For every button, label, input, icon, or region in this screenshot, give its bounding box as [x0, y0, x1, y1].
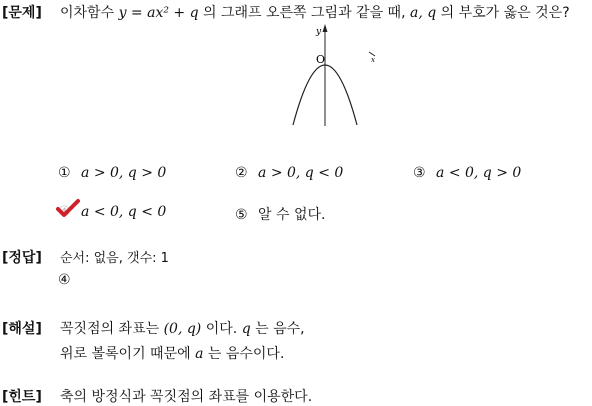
question-post: 의 그래프 오른쪽 그림과 같을 때, [203, 5, 406, 21]
parabola-graph [283, 22, 383, 132]
x-axis-label: x [371, 56, 375, 64]
explanation-line2-post: 는 음수이다. [207, 346, 285, 362]
answer-tag: [정답] [2, 250, 42, 266]
choice-5-number: ⑤ [235, 207, 248, 223]
question-vars: a, q [409, 5, 437, 21]
problem-tag: [문제] [2, 5, 42, 21]
hint-text: 축의 방정식과 꼭짓점의 좌표를 이용한다. [60, 389, 313, 405]
explanation-var-a: a [195, 346, 204, 362]
choice-3-number: ③ [413, 165, 426, 181]
explanation-line2-pre: 위로 볼록이기 때문에 [60, 346, 191, 362]
explanation-line1-pre: 꼭짓점의 좌표는 [60, 321, 160, 337]
choice-5-text: 알 수 없다. [258, 207, 326, 223]
y-axis-label: y [316, 27, 322, 37]
answer-value: ④ [58, 272, 71, 288]
origin-label: O [316, 53, 326, 66]
question-text [60, 2, 570, 22]
y-axis-arrow-icon [323, 24, 328, 32]
question-pre: 이차함수 [60, 5, 115, 21]
choice-5[interactable] [235, 204, 325, 224]
checkmark-icon [56, 198, 80, 220]
hint-tag: [힌트] [2, 389, 42, 405]
choice-3[interactable] [413, 165, 521, 181]
choice-1-text: a > 0, q > 0 [81, 165, 167, 181]
question-equation: y = ax² + q [118, 5, 199, 21]
explanation-line-2 [60, 343, 284, 363]
question-end: 의 부호가 옳은 것은? [440, 5, 570, 21]
explanation-line1-mid: 이다. [205, 321, 238, 337]
choice-1[interactable] [58, 165, 166, 181]
choice-2-text: a > 0, q < 0 [258, 165, 344, 181]
explanation-line1-post: 는 음수, [255, 321, 305, 337]
choice-2[interactable] [235, 165, 343, 181]
answer-order-line: 순서: 없음, 갯수: 1 [60, 251, 169, 266]
explanation-tag: [해설] [2, 321, 42, 337]
choice-1-number: ① [58, 165, 71, 181]
explanation-var-q: q [241, 321, 251, 337]
explanation-vertex: (0, q) [163, 321, 202, 337]
choice-2-number: ② [235, 165, 248, 181]
choice-4-number: ④ [58, 204, 71, 220]
choice-3-text: a < 0, q > 0 [436, 165, 522, 181]
explanation-line-1 [60, 318, 305, 338]
choice-4-text: a < 0, q < 0 [81, 204, 167, 220]
